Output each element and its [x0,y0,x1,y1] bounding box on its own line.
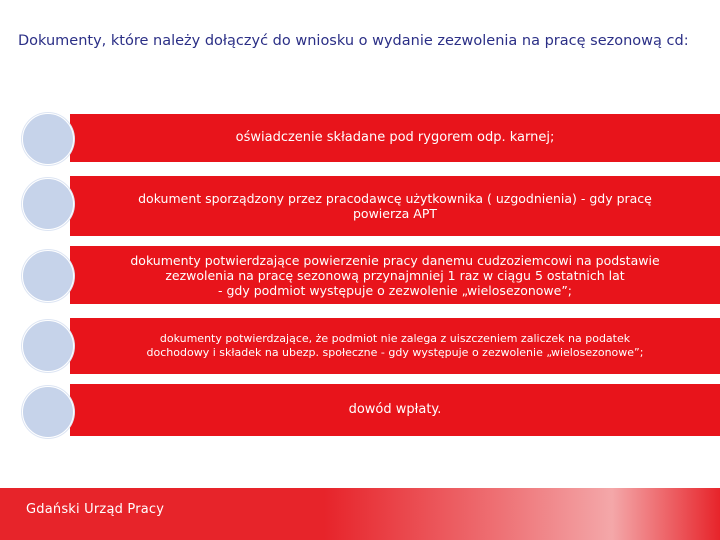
item-text-line: dowód wpłaty. [348,402,442,417]
item-text-line: oświadczenie składane pod rygorem odp. karnej; [235,130,555,145]
bullet-circle [22,178,74,230]
item-text-line: zezwolenia na pracę sezonową przynajmniej 1 raz w ciągu 5 ostatnich lat [165,267,625,283]
item-text-line: - gdy podmiot występuje o zezwolenie „wielosezonowe”; [217,282,573,298]
page-title: Dokumenty, które należy dołączyć do wniosku o wydanie zezwolenia na pracę sezonową cd: [18,33,689,49]
bullet-circle [22,113,74,165]
item-text-line: dochodowy i składek na ubezp. społeczne - gdy występuje o zezwolenie „wielosezonowe”; [146,346,644,359]
bullet-circle [22,250,74,302]
list-item [70,114,720,162]
item-text-line: dokumenty potwierdzające powierzenie pracy danemu cudzoziemcowi na podstawie [130,252,660,268]
list-item [70,384,720,436]
list-item [70,176,720,236]
footer-brand: Gdański Urząd Pracy [26,502,165,517]
list-item [70,318,720,374]
item-text-line: dokument sporządzony przez pracodawcę użytkownika ( uzgodnienia) - gdy pracę [138,191,652,206]
footer-bar [0,488,720,540]
bullet-circle [22,386,74,438]
bullet-circle [22,320,74,372]
item-text-line: powierza APT [352,206,438,221]
item-text-line: dokumenty potwierdzające, że podmiot nie zalega z uiszczeniem zaliczek na podatek [159,332,631,345]
list-item [70,246,720,304]
